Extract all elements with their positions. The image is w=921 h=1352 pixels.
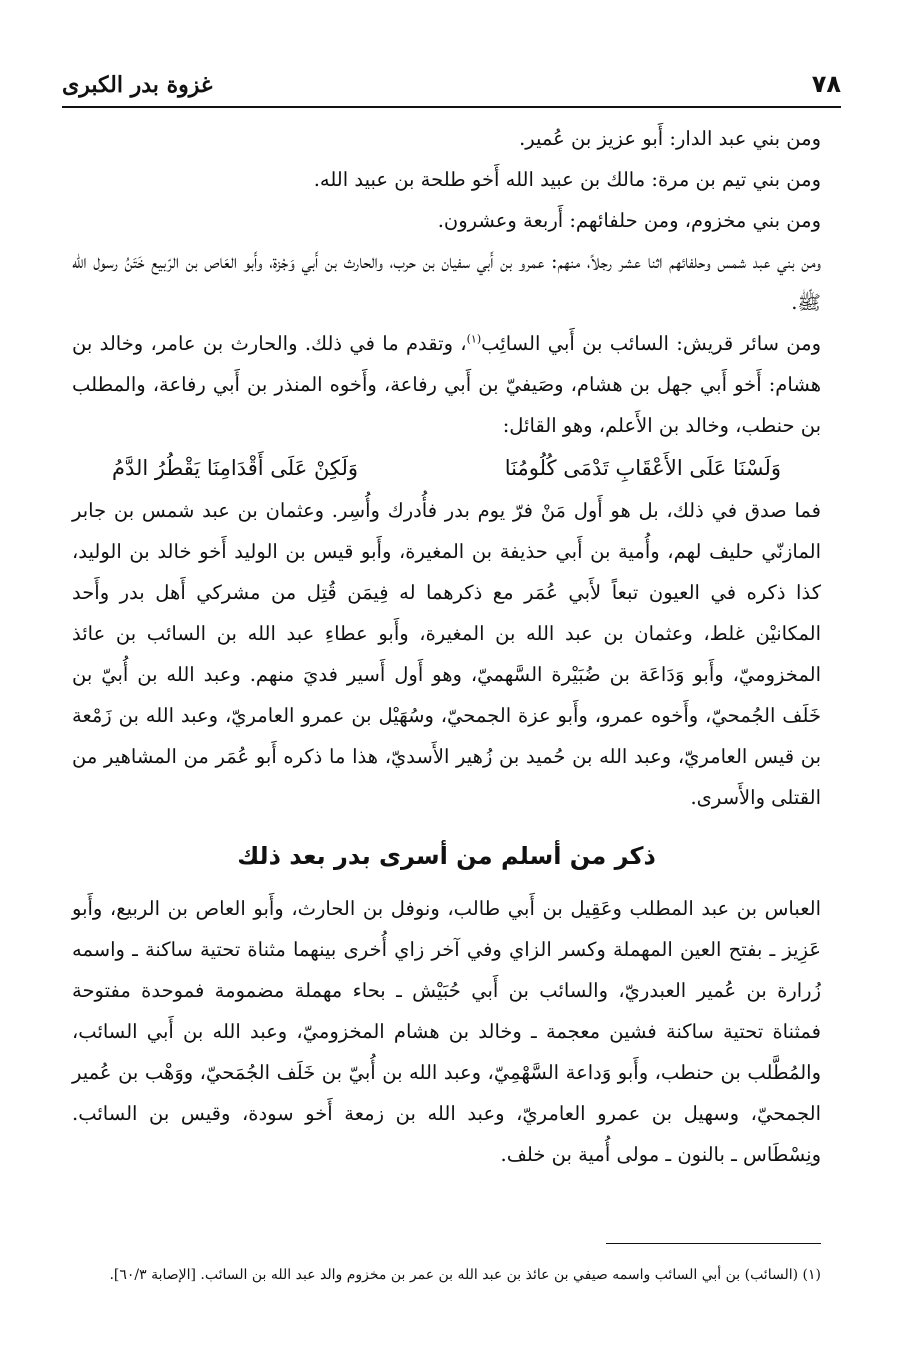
paragraph: ومن بني تيم بن مرة: مالك بن عبيد الله أَخو طلحة بن عبيد الله.: [313, 168, 821, 191]
header-rule: [62, 106, 841, 108]
paragraph: العباس بن عبد المطلب وعَقِيل بن أَبي طالب، ونوفل بن الحارث، وأَبو العاص بن الربيع، وأَبو عَزِيز ـ بفتح العين المهملة وكسر الزاي وفي آخر زاي أُخرى بينهما مثناة تحتية ساكنة ـ واسمه زُرارة بن عُمير العبدريّ، والسائب بن أَبي حُبَيْش ـ بحاء مهملة مضمومة فموحدة مفتوحة فمثناة تحتية ساكنة فشين معجمة ـ وخالد بن هشام المخزوميّ، وعبد الله بن أَبي السائب، والمُطَّلب بن حنطب، وأَبو وَداعة السَّهْمِيّ، وعبد الله بن أُبيّ بن خَلَف الجُمَحيّ، ووَهْب بن عُمير الجمحيّ، وسهيل بن عمرو العامريّ، وعبد الله بن زمعة أَخو سودة، وقيس بن السائب. ونِسْطَاس ـ بالنون ـ مولى أُمية بن خلف.: [72, 897, 821, 1166]
paragraph-text: ومن سائر قريش: السائب بن أَبي السائِب: [481, 332, 822, 355]
main-text: [72, 118, 821, 1175]
page-header: [62, 68, 841, 104]
paragraph: فما صدق في ذلك، بل هو أَول مَنْ فرّ يوم بدر فأُدرك وأُسِر. وعثمان بن عبد شمس بن جابر المازنّي حليف لهم، وأُمية بن أَبي حذيفة بن المغيرة، وأَبو قيس بن الوليد أَخو خالد بن الوليد، كذا ذكره في العيون تبعاً لأَبي عُمَر مع ذكرهما له فِيمَن قُتِل من مشركي أَهل بدر وأَحد المكانيْن غلط، وعثمان بن عبد الله بن المغيرة، وأَبو عطاءِ عبد الله بن السائب بن عائذ المخزوميّ، وأَبو وَدَاعَة بن ضُبَيْرة السَّهميّ، وهو أَول أَسير فديَ منهم. وعبد الله بن أُبيّ بن خَلَف الجُمحيّ، وأَخوه عمرو، وأَبو عزة الجمحيّ، وسُهَيْل بن عمرو العامريّ، وعبد الله بن زَمْعة بن قيس العامريّ، وعبد الله بن حُميد بن زُهير الأَسديّ، هذا ما ذكره أَبو عُمَر من المشاهير من القتلى والأَسرى.: [72, 499, 821, 809]
paragraph: ومن بني عبد الدار: أَبو عزيز بن عُمير.: [519, 127, 821, 150]
paragraph: ومن بني مخزوم، ومن حلفائهم: أَربعة وعشرون.: [437, 209, 821, 232]
paragraph-text: ، وتقدم ما في ذلك. والحارث بن عامر، وخالد بن هشام: أَخو أَبي جهل بن هشام، وصَيفيّ بن أَبي رفاعة، وأَخوه المنذر بن أَبي رفاعة، والمطلب بن حنطب، وخالد بن الأَعلم، وهو القائل:: [72, 332, 821, 437]
paragraph: [72, 323, 821, 446]
running-title: غزوة بدر الكبرى: [62, 72, 213, 98]
verse-first-hemistich: وَلَسْنَا عَلَى الأَعْقَابِ تَدْمَى كُلُومُنَا: [504, 456, 781, 480]
footnote-reference[interactable]: (١): [466, 332, 482, 346]
verse-second-hemistich: وَلَكِنْ عَلَى أَقْدَامِنَا يَقْطُرُ الدَّمُ: [112, 456, 359, 480]
footnote-rule: [606, 1243, 821, 1244]
page-number: ٧٨: [811, 70, 841, 98]
paragraph: ومن بني عبد شمس وحلفائهم اثنا عشر رجلاً، منهم: عمرو بن أَبي سفيان بن حرب، والحارث بن أَبي وَجْزة، وأَبو العَاص بن الرّبيع خَتَنُ رسول الله ﷺ.: [72, 250, 821, 314]
footnote: (١) (السائب) بن أبي السائب واسمه صيفي بن عائذ بن عبد الله بن عمر بن مخزوم والد عبد الله بن السائب. [الإصابة ٦٠/٣].: [109, 1267, 821, 1283]
section-heading: ذكر من أسلم من أسرى بدر بعد ذلك: [237, 842, 656, 870]
poetry-verse: [72, 446, 821, 490]
